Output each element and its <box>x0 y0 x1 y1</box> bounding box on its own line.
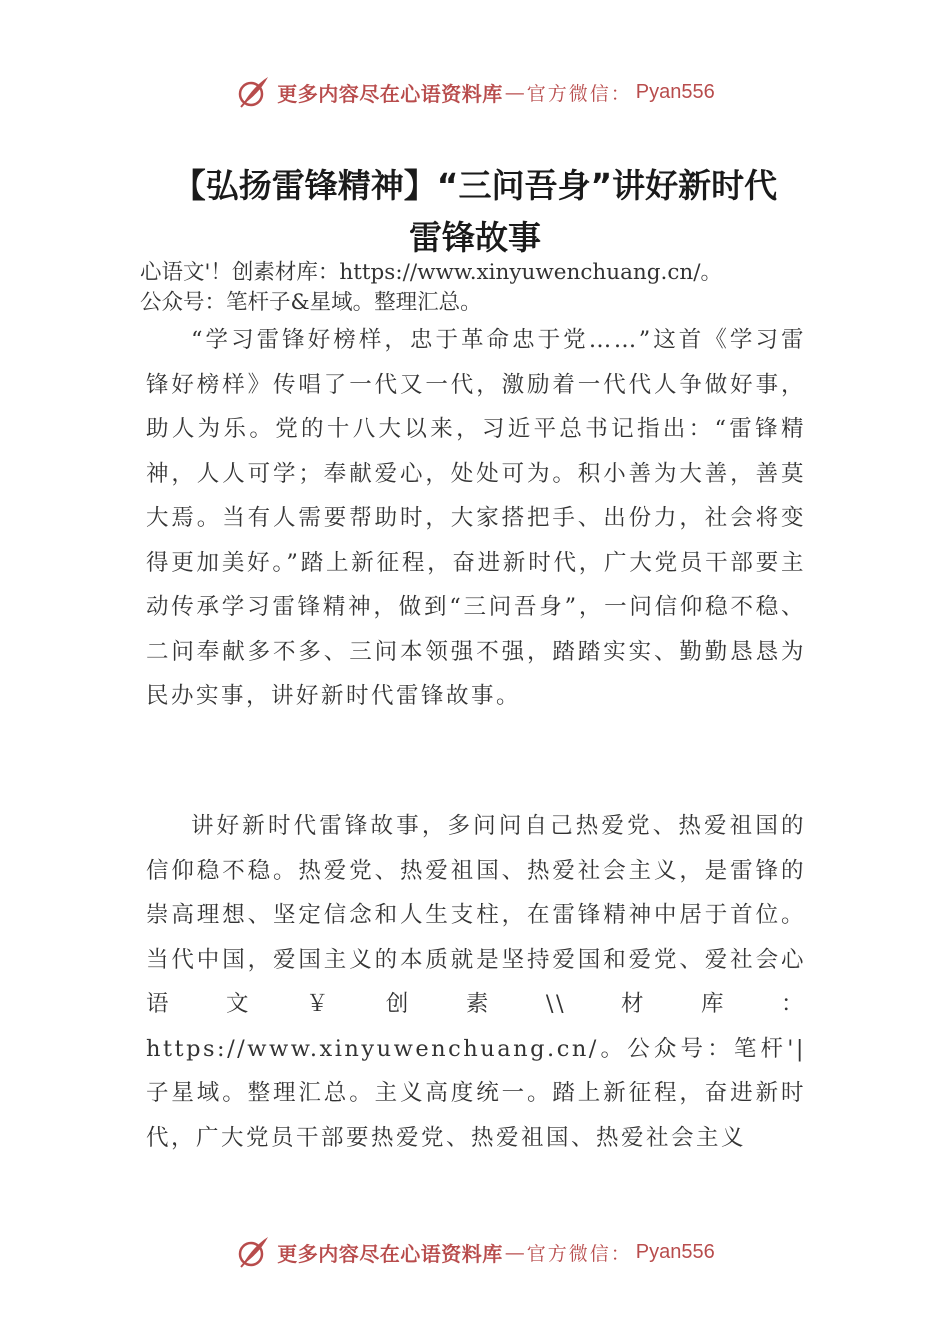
title-line-1: 【弘扬雷锋精神】“三问吾身”讲好新时代 <box>172 166 778 205</box>
banner-slogan: 更多内容尽在心语资料库 <box>277 1241 503 1266</box>
source-line-1: 心语文'！创素材库：https://www.xinyuwenchuang.cn/。 <box>140 260 723 285</box>
body-paragraph-2: 讲好新时代雷锋故事，多问问自己热爱党、热爱祖国的信仰稳不稳。热爱党、热爱祖国、热爱社会主义，是雷锋的崇高理想、坚定信念和人生支柱，在雷锋精神中居于首位。当代中国，爱国主义的本质就是坚持爱国和爱党、爱社会心语文￥创素\\材库：https://www.xinyuwenchuang.cn/。公众号：笔杆'|子星域。整理汇总。主义高度统一。踏上新征程，奋进新时代，广大党员干部要热爱党、热爱祖国、热爱社会主义 <box>146 813 806 1151</box>
footer-banner <box>0 1232 950 1272</box>
banner-slogan: 更多内容尽在心语资料库 <box>277 81 503 106</box>
source-note <box>140 258 840 318</box>
source-line-2: 公众号：笔杆子&星域。整理汇总。 <box>140 290 482 315</box>
feather-pen-logo-icon <box>235 74 271 110</box>
header-banner <box>0 72 950 112</box>
banner-wechat-label: 官方微信： <box>526 1242 632 1265</box>
body-paragraph-1: “学习雷锋好榜样，忠于革命忠于党……”这首《学习雷锋好榜样》传唱了一代又一代，激励着一代代人争做好事，助人为乐。党的十八大以来，习近平总书记指出：“雷锋精神，人人可学；奉献爱心，处处可为。积小善为大善，善莫大焉。当有人需要帮助时，大家搭把手、出份力，社会将变得更加美好。”踏上新征程，奋进新时代，广大党员干部要主动传承学习雷锋精神，做到“三问吾身”，一问信仰稳不稳、二问奉献多不多、三问本领强不强，踏踏实实、勤勤恳恳为民办实事，讲好新时代雷锋故事。 <box>146 327 806 709</box>
banner-dash: — <box>504 1240 525 1264</box>
banner-wechat-id: Pyan556 <box>635 80 715 103</box>
feather-pen-logo-icon <box>235 1234 271 1270</box>
banner-wechat-label: 官方微信： <box>526 82 632 105</box>
banner-wechat-id: Pyan556 <box>635 1240 715 1263</box>
title-line-2: 雷锋故事 <box>409 218 541 257</box>
banner-dash: — <box>504 80 525 104</box>
document-title <box>100 160 850 264</box>
